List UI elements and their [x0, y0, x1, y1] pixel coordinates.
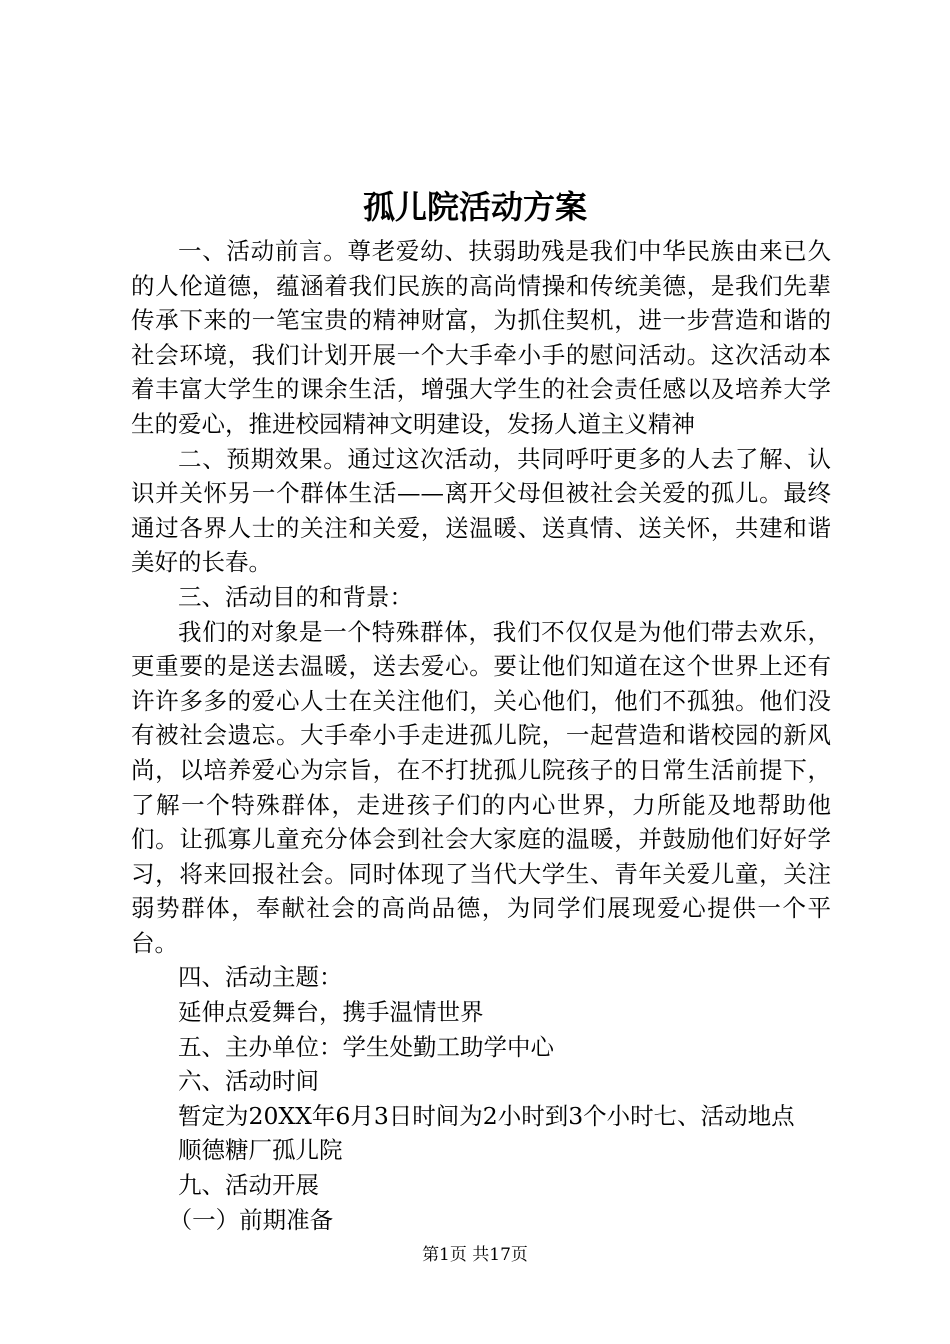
page-footer: 第1页 共17页	[422, 1245, 528, 1265]
heading-time: 六、活动时间	[178, 1067, 319, 1096]
document-body	[131, 234, 831, 1237]
paragraph-organizer: 五、主办单位：学生处勤工助学中心	[178, 1032, 554, 1061]
paragraph-preface: 一、活动前言。尊老爱幼、扶弱助残是我们中华民族由来已久的人伦道德，蕴涵着我们民族的高尚情操和传统美德，是我们先辈传承下来的一笔宝贵的精神财富，为抓住契机，进一步营造和谐的社会环境，我们计划开展一个大手牵小手的慰问活动。这次活动本着丰富大学生的课余生活，增强大学生的社会责任感以及培养大学生的爱心，推进校园精神文明建设，发扬人道主义精神	[131, 237, 831, 438]
paragraph-time: 暂定为20XX年6月3日时间为2小时到3个小时七、活动地点	[178, 1101, 795, 1130]
heading-activity: 九、活动开展	[178, 1171, 319, 1200]
heading-preparation: （一）前期准备	[168, 1205, 334, 1234]
paragraph-location: 顺德糖厂孤儿院	[178, 1136, 343, 1165]
paragraph-expected-effect: 二、预期效果。通过这次活动，共同呼吁更多的人去了解、认识并关怀另一个群体生活——离开父母但被社会关爱的孤儿。最终通过各界人士的关注和关爱，送温暖、送真情、送关怀，共建和谐美好的长春。	[131, 444, 831, 577]
paragraph-purpose-background: 我们的对象是一个特殊群体，我们不仅仅是为他们带去欢乐，更重要的是送去温暖，送去爱心。要让他们知道在这个世界上还有许许多多的爱心人士在关注他们，关心他们，他们不孤独。他们没有被社会遗忘。大手牵小手走进孤儿院，一起营造和谐校园的新风尚，以培养爱心为宗旨，在不打扰孤儿院孩子的日常生活前提下，了解一个特殊群体，走进孩子们的内心世界，力所能及地帮助他们。让孤寡儿童充分体会到社会大家庭的温暖，并鼓励他们好好学习，将来回报社会。同时体现了当代大学生、青年关爱儿童，关注弱势群体，奉献社会的高尚品德，为同学们展现爱心提供一个平台。	[131, 617, 831, 957]
heading-theme: 四、活动主题：	[178, 963, 343, 992]
document-title: 孤儿院活动方案	[362, 188, 587, 226]
heading-purpose-background: 三、活动目的和背景：	[178, 582, 413, 611]
paragraph-theme: 延伸点爱舞台，携手温情世界	[178, 998, 484, 1027]
